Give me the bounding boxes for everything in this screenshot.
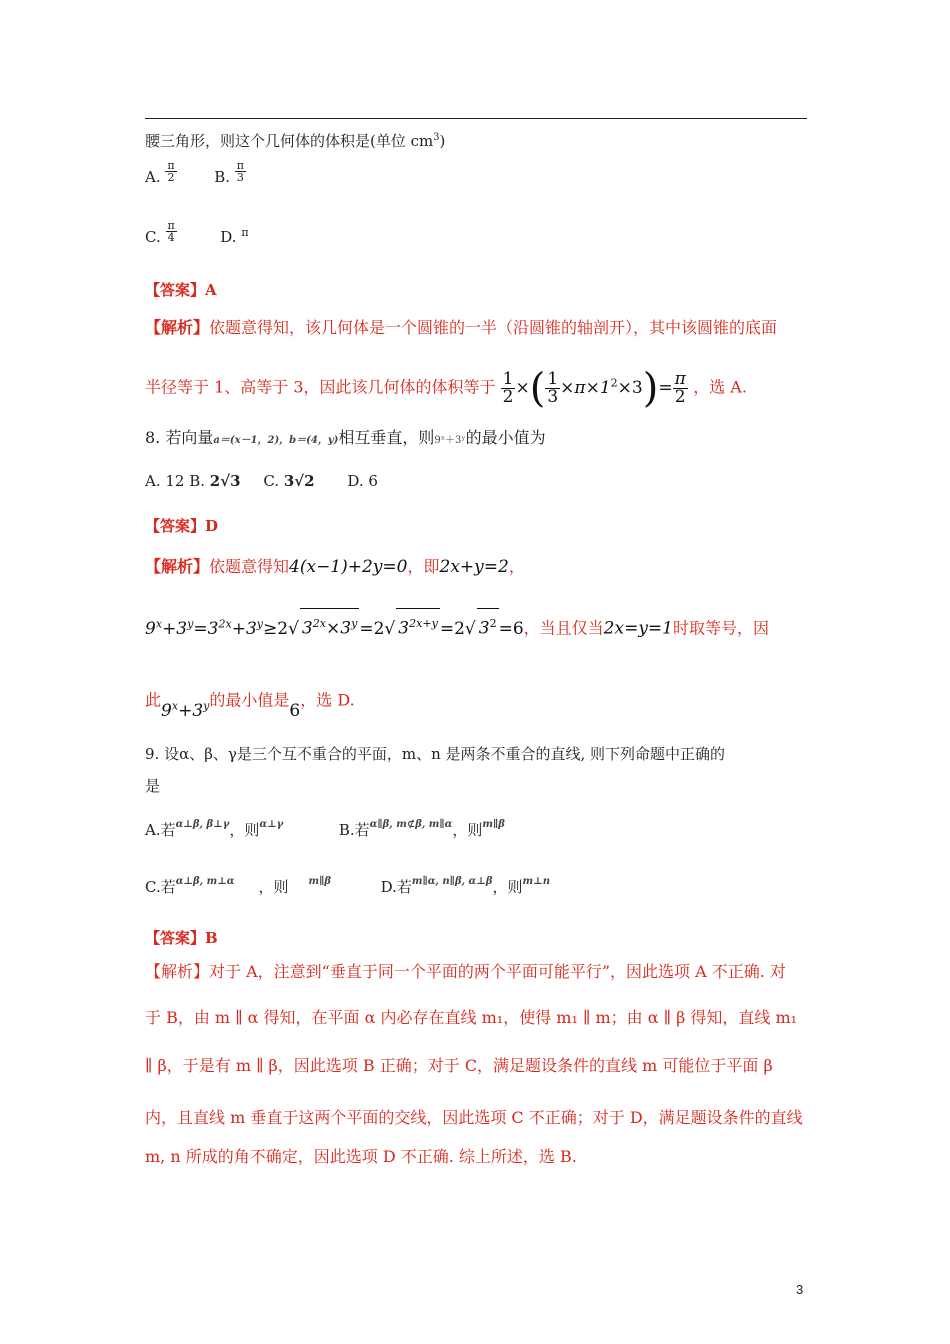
q9-option-d: D.若$^{m\parallel\alpha, n\parallel\beta, \alpha\perp\beta}$，则$^{m\perp n}$ bbox=[380, 876, 550, 896]
q9-analysis-line5: m, n 所成的角不确定，因此选项 D 不正确. 综上所述，选 B. bbox=[145, 1147, 577, 1166]
q9-analysis-line1: 【解析】对于 A，注意到“垂直于同一个平面的两个平面可能平行”，因此选项 A 不正确. 对 bbox=[145, 962, 786, 981]
q7-options-ab bbox=[145, 159, 246, 189]
q9-answer: 【答案】B bbox=[145, 929, 218, 947]
q8-analysis-line2: $9^x+3^y=3^{2x}+3^y\ge 2√$ $3^{2x}\times 3^y =2√$ $3^{2x+y} =2√$ $3^2 =6$，当且仅当2x=y=1时取等号，因 bbox=[145, 608, 769, 638]
q9-option-b: B.若$^{\alpha\parallel\beta, m⊄\beta, m\parallel\alpha}$，则$^{m\parallel\beta}$ bbox=[338, 819, 505, 839]
q9-options-ab bbox=[145, 820, 505, 843]
q7-option-c: C. $\frac{\pi}{4}$ bbox=[145, 219, 175, 246]
q9-options-cd bbox=[145, 877, 550, 900]
q7-option-d: D. $^\pi$ bbox=[220, 225, 249, 246]
q8-analysis-line1: 【解析】依题意得知4(x−1)+2y=0，即2x+y=2， bbox=[145, 557, 525, 577]
q9-stem: 9. 设α、β、γ是三个互不重合的平面，m、n 是两条不重合的直线, 则下列命题中正确的 bbox=[145, 745, 726, 763]
q9-analysis-line4: 内，且直线 m 垂直于这两个平面的交线，因此选项 C 不正确；对于 D，满足题设条件的直线 bbox=[145, 1108, 803, 1127]
q7-option-a: A. $\frac{\pi}{2}$ bbox=[145, 159, 175, 186]
q7-answer: 【答案】A bbox=[145, 281, 217, 299]
q8-options: A. 12 B. 2√3 C. 3√2 D. 6 bbox=[145, 472, 378, 490]
q9-stem-cont: 是 bbox=[145, 777, 161, 795]
q8-inequality: $9^x+3^y=3^{2x}+3^y\ge 2√$ $3^{2x}\times 3^y =2√$ $3^{2x+y} =2√$ $3^2 =6$ bbox=[145, 619, 524, 639]
q7-options-cd bbox=[145, 219, 249, 249]
q9-analysis-line3: ∥ β，于是有 m ∥ β，因此选项 B 正确；对于 C，满足题设条件的直线 m 可能位于平面 β bbox=[145, 1056, 773, 1075]
q7-volume-formula: $\frac{1}{2}$ ×( $\frac{1}{3}$ $\times\pi\times 1^2\times 3)=$ $\frac{\pi}{2}$ bbox=[502, 365, 686, 412]
q8-stem: 8. 若向量a＝(x－1，2)，b＝(4，y)相互垂直，则9ˣ＋3ʸ的最小值为 bbox=[145, 428, 546, 447]
q9-analysis-line2: 于 B，由 m ∥ α 得知，在平面 α 内必存在直线 m₁，使得 m₁ ∥ m；由 α ∥ β 得知，直线 m₁ bbox=[145, 1008, 798, 1027]
q8-answer: 【答案】D bbox=[145, 517, 219, 535]
q7-stem: 腰三角形，则这个几何体的体积是(单位 $cm^3$) bbox=[145, 132, 446, 150]
q9-option-c: C.若$^{\alpha\perp\beta, m\perp\alpha}$ ，则 $^{m\parallel\beta}$ bbox=[145, 876, 332, 896]
page-number: 3 bbox=[796, 1282, 804, 1297]
q7-analysis-line1: 【解析】依题意得知，该几何体是一个圆锥的一半（沿圆锥的轴剖开），其中该圆锥的底面 bbox=[145, 318, 778, 337]
q9-option-a: A.若$^{\alpha\perp\beta, \beta\perp\gamma}$，则$^{\alpha\perp\gamma}$ bbox=[145, 819, 284, 839]
header-rule bbox=[145, 118, 807, 119]
q7-analysis-line2: 半径等于 1、高等于 3，因此该几何体的体积等于 $\frac{1}{2}$ ×( $\frac{1}{3}$ $\times\pi\times 1^2\times 3)=$ $\frac{\pi}{2}$ ，选 A. bbox=[145, 365, 747, 412]
q8-analysis-line3: 此$9^x+3^y$的最小值是6，选 D. bbox=[145, 690, 355, 721]
q7-option-b: B. $\frac{\pi}{3}$ bbox=[214, 159, 244, 186]
